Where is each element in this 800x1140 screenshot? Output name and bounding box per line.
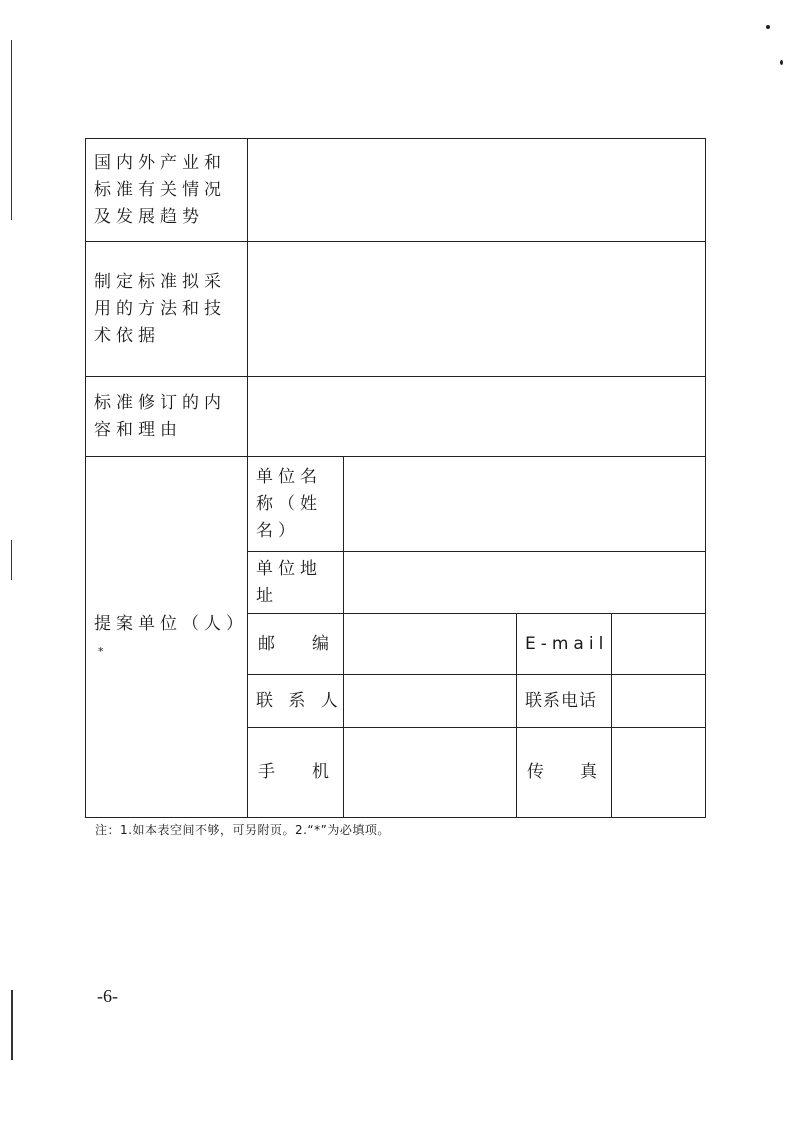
postcode-field[interactable] (344, 614, 517, 675)
scan-edge-line (11, 540, 12, 580)
trend-row (86, 139, 706, 242)
address-field[interactable] (344, 552, 706, 614)
scan-edge-line (11, 40, 12, 220)
unit-name-field[interactable] (344, 457, 706, 552)
fax-label-b: 真 (580, 762, 597, 782)
address-label: 单位地址 (248, 552, 344, 614)
phone-label: 联系电话 (517, 675, 612, 728)
scan-dot (780, 60, 783, 65)
postcode-label-a: 邮 (258, 633, 275, 654)
page-number: -6- (97, 986, 118, 1006)
revision-row (86, 377, 706, 457)
mobile-label-a: 手 (258, 762, 275, 782)
mobile-field[interactable] (344, 728, 517, 818)
contact-label: 联 系 人 (248, 675, 344, 728)
fax-label-a: 传 (527, 762, 544, 782)
unit-name-row (86, 457, 706, 552)
email-field[interactable] (612, 614, 706, 675)
scan-dot (766, 25, 770, 29)
footnote: 注：1.如本表空间不够，可另附页。2.“*”为必填项。 (95, 823, 390, 837)
mobile-label-cell (248, 728, 344, 818)
postcode-label-cell (248, 614, 344, 675)
method-row (86, 242, 706, 377)
phone-field[interactable] (612, 675, 706, 728)
revision-field[interactable] (248, 377, 706, 457)
fax-label-cell (517, 728, 612, 818)
email-label: E-mail (517, 614, 612, 675)
method-field[interactable] (248, 242, 706, 377)
scan-edge-line (11, 990, 13, 1060)
trend-label: 国内外产业和标准有关情况及发展趋势 (86, 139, 248, 242)
required-mark: * (98, 645, 104, 659)
proposal-form-table (85, 138, 706, 818)
proposer-label: 提案单位（人） (94, 614, 248, 635)
contact-field[interactable] (344, 675, 517, 728)
revision-label: 标准修订的内容和理由 (86, 377, 248, 457)
proposer-label-cell (86, 457, 248, 818)
postcode-label-b: 编 (312, 633, 329, 654)
trend-field[interactable] (248, 139, 706, 242)
unit-name-label: 单位名称（姓名） (248, 457, 344, 552)
mobile-label-b: 机 (312, 762, 329, 782)
method-label: 制定标准拟采用的方法和技术依据 (86, 242, 248, 377)
fax-field[interactable] (612, 728, 706, 818)
